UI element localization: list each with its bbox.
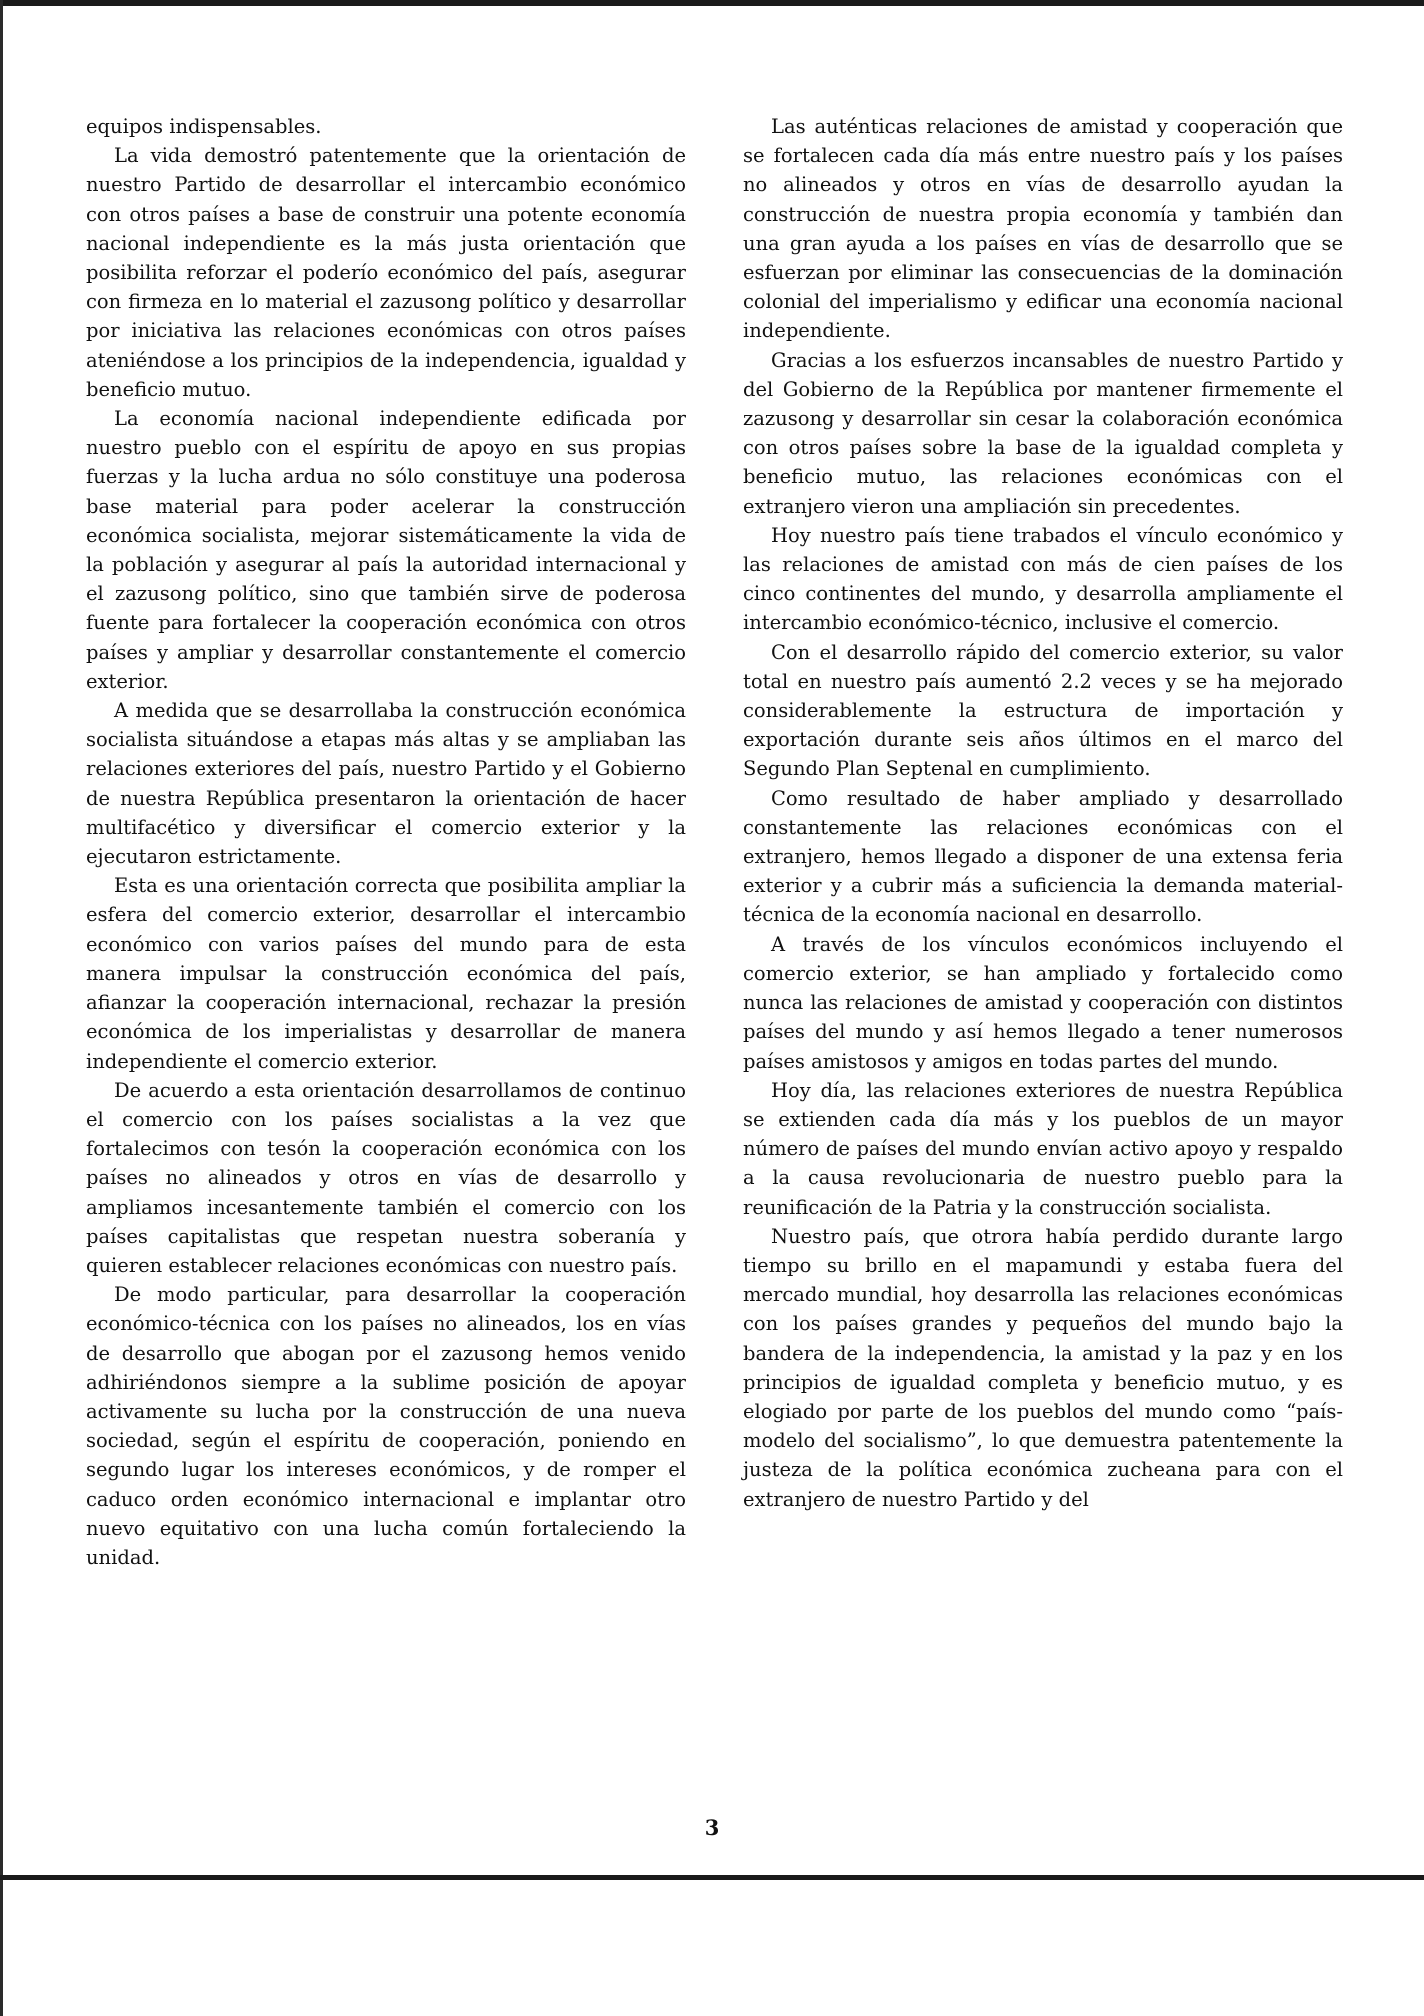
right-column — [743, 112, 1343, 1514]
left-paragraph-2: La vida demostró patentemente que la orientación de nuestro Partido de desarrollar el intercambio económico con otros países a base de construir una potente economía nacional independiente es la más justa orientación que posibilita reforzar el poderío económico del país, asegurar con firmeza en lo material el zazusong político y desarrollar por iniciativa las relaciones económicas con otros países ateniéndose a los principios de la independencia, igualdad y beneficio mutuo. — [86, 144, 686, 401]
left-paragraph-3: La economía nacional independiente edificada por nuestro pueblo con el espíritu de apoyo en sus propias fuerzas y la lucha ardua no sólo constituye una poderosa base material para poder acelerar la construcción económica socialista, mejorar sistemáticamente la vida de la población y asegurar al país la autoridad internacional y el zazusong político, sino que también sirve de poderosa fuente para fortalecer la cooperación económica con otros países y ampliar y desarrollar constantemente el comercio exterior. — [86, 407, 686, 693]
right-paragraph-7: Hoy día, las relaciones exteriores de nuestra República se extienden cada día más y los pueblos de un mayor número de países del mundo envían activo apoyo y respaldo a la causa revolucionaria de nuestro pueblo para la reunificación de la Patria y la construcción socialista. — [743, 1078, 1343, 1219]
right-paragraph-5: Como resultado de haber ampliado y desarrollado constantemente las relaciones económicas con el extranjero, hemos llegado a disponer de una extensa feria exterior y a cubrir más a suficiencia la demanda material-técnica de la economía nacional en desarrollo. — [743, 786, 1343, 927]
left-paragraph-7: De modo particular, para desarrollar la cooperación económico-técnica con los países no alineados, los en vías de desarrollo que abogan por el zazusong hemos venido adhiriéndonos siempre a la sublime posición de apoyar activamente su lucha por la construcción de una nueva sociedad, según el espíritu de cooperación, poniendo en segundo lugar los intereses económicos, y de romper el caduco orden económico internacional e implantar otro nuevo equitativo con una lucha común fortaleciendo la unidad. — [86, 1283, 686, 1569]
scan-edge-top — [0, 0, 1424, 6]
scan-edge-bottom — [0, 1875, 1424, 1880]
right-paragraph-8: Nuestro país, que otrora había perdido durante largo tiempo su brillo en el mapamundi y estaba fuera del mercado mundial, hoy desarrolla las relaciones económicas con los países grandes y pequeños del mundo bajo la bandera de la independencia, la amistad y la paz y en los principios de igualdad completa y beneficio mutuo, y es elogiado por parte de los pueblos del mundo como “país-modelo del socialismo”, lo que demuestra patentemente la justeza de la política económica zucheana para con el extranjero de nuestro Partido y del — [743, 1224, 1343, 1511]
scan-edge-left — [0, 0, 3, 2016]
right-paragraph-6: A través de los vínculos económicos incluyendo el comercio exterior, se han ampliado y fortalecido como nunca las relaciones de amistad y cooperación con distintos países del mundo y así hemos llegado a tener numerosos países amistosos y amigos en todas partes del mundo. — [743, 932, 1343, 1073]
left-paragraph-6: De acuerdo a esta orientación desarrollamos de continuo el comercio con los países socialistas a la vez que fortalecimos con tesón la cooperación económica con los países no alineados y otros en vías de desarrollo y ampliamos incesantemente también el comercio con los países capitalistas que respetan nuestra soberanía y quieren establecer relaciones económicas con nuestro país. — [86, 1078, 686, 1277]
left-paragraph-5: Esta es una orientación correcta que posibilita ampliar la esfera del comercio exterior, desarrollar el intercambio económico con varios países del mundo para de esta manera impulsar la construcción económica del país, afianzar la cooperación internacional, rechazar la presión económica de los imperialistas y desarrollar de manera independiente el comercio exterior. — [86, 874, 686, 1073]
left-column — [86, 112, 686, 1572]
left-paragraph-4: A medida que se desarrollaba la construcción económica socialista situándose a etapas más altas y se ampliaban las relaciones exteriores del país, nuestro Partido y el Gobierno de nuestra República presentaron la orientación de hacer multifacético y diversificar el comercio exterior y la ejecutaron estrictamente. — [86, 699, 686, 869]
page-number: 3 — [704, 1815, 720, 1840]
right-paragraph-3: Hoy nuestro país tiene trabados el vínculo económico y las relaciones de amistad con más de cien países de los cinco continentes del mundo, y desarrolla ampliamente el intercambio económico-técnico, inclusive el comercio. — [743, 523, 1343, 635]
right-paragraph-2: Gracias a los esfuerzos incansables de nuestro Partido y del Gobierno de la República por mantener firmemente el zazusong y desarrollar sin cesar la colaboración económica con otros países sobre la base de la igualdad completa y beneficio mutuo, las relaciones económicas con el extranjero vieron una ampliación sin precedentes. — [743, 348, 1343, 518]
left-paragraph-1: equipos indispensables. — [86, 115, 322, 138]
right-paragraph-4: Con el desarrollo rápido del comercio exterior, su valor total en nuestro país aumentó 2.2 veces y se ha mejorado considerablemente la estructura de importación y exportación durante seis años últimos en el marco del Segundo Plan Septenal en cumplimiento. — [743, 640, 1343, 781]
right-paragraph-1: Las auténticas relaciones de amistad y cooperación que se fortalecen cada día más entre nuestro país y los países no alineados y otros en vías de desarrollo ayudan la construcción de nuestra propia economía y también dan una gran ayuda a los países en vías de desarrollo que se esfuerzan por eliminar las consecuencias de la dominación colonial del imperialismo y edificar una economía nacional independiente. — [743, 115, 1343, 343]
